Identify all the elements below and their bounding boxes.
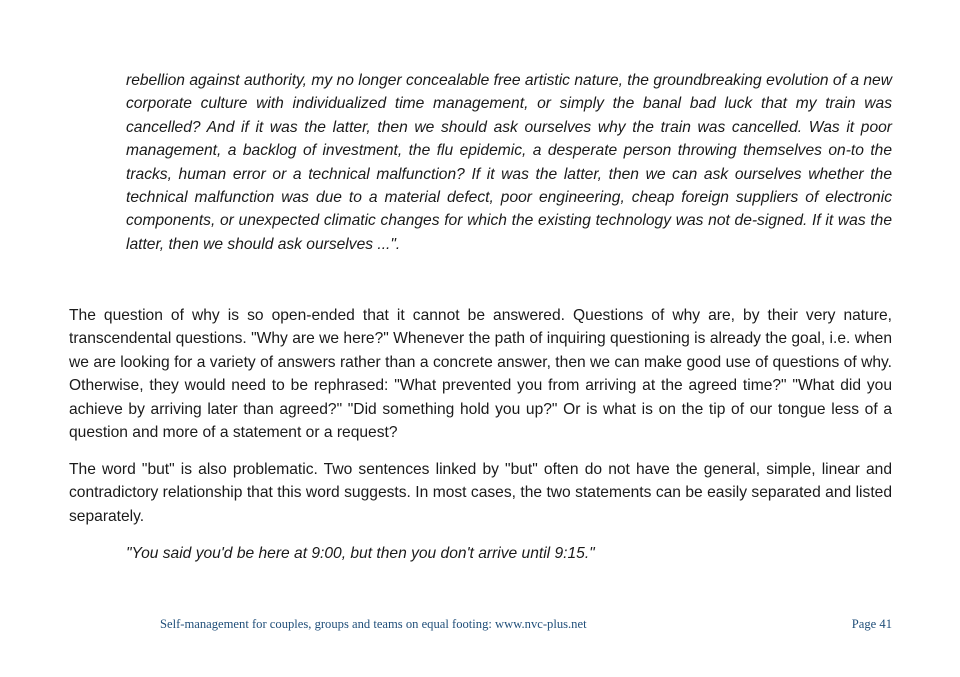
example-quote: "You said you'd be here at 9:00, but then you don't arrive until 9:15.": [126, 545, 595, 562]
page-number: Page 41: [851, 617, 892, 631]
body-paragraph-why-questions: The question of why is so open-ended that it cannot be answered. Questions of why are, by their very nature, transcendental questions. "Why are we here?" Whenever the path of inquiring questioning is already the goal, i.e. when we are looking for a variety of answers rather than a concrete answer, then we can make good use of questions of why. Otherwise, they would need to be rephrased: "What prevented you from arriving at the agreed time?" "What did you achieve by arriving later than agreed?" "Did something hold you up?" Or is what is on the tip of our tongue less of a question and more of a statement or a request?: [69, 307, 892, 442]
footer-title: Self-management for couples, groups and teams on equal footing: www.nvc-plus.net: [160, 617, 587, 631]
indented-quote-block: rebellion against authority, my no longer concealable free artistic nature, the groundbreaking evolution of a new corporate culture with individualized time management, or simply the banal bad luck that my train was cancelled? And if it was the latter, then we should ask ourselves why the train was cancelled. Was it poor management, a backlog of investment, the flu epidemic, a desperate person throwing themselves on-to the tracks, human error or a technical malfunction? If it was the latter, then we can ask ourselves whether the technical malfunction was due to a material defect, poor engineering, cheap foreign suppliers of electronic components, or unexpected climatic changes for which the existing technology was not de-signed. If it was the latter, then we should ask ourselves ...".: [126, 72, 892, 253]
body-paragraph-but-word: The word "but" is also problematic. Two sentences linked by "but" often do not have the general, simple, linear and contradictory relationship that this word suggests. In most cases, the two statements can be easily separated and listed separately.: [69, 461, 892, 525]
